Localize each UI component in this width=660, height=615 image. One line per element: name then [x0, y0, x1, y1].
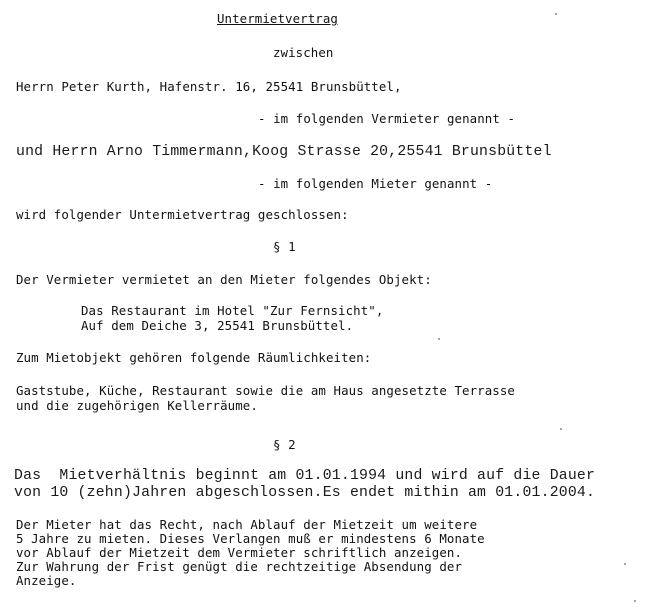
rooms-line-2: und die zugehörigen Kellerräume. [16, 398, 258, 413]
contract-title: Untermietvertrag [217, 11, 338, 26]
contract-intro: wird folgender Untermietvertrag geschlossen: [16, 207, 349, 222]
section-1-text: Der Vermieter vermietet an den Mieter folgendes Objekt: [16, 272, 432, 287]
term-line-2: von 10 (zehn)Jahren abgeschlossen.Es endet mithin am 01.01.2004. [14, 485, 596, 501]
rental-object-line-1: Das Restaurant im Hotel "Zur Fernsicht", [81, 303, 384, 318]
option-line-1: Der Mieter hat das Recht, nach Ablauf der Mietzeit um weitere [16, 517, 478, 532]
scan-speck [634, 600, 636, 602]
tenant-line: und Herrn Arno Timmermann,Koog Strasse 20,25541 Brunsbüttel [16, 144, 552, 160]
landlord-role: - im folgenden Vermieter genannt - [258, 111, 516, 126]
tenant-role: - im folgenden Mieter genannt - [258, 176, 493, 191]
option-line-2: 5 Jahre zu mieten. Dieses Verlangen muß er mindestens 6 Monate [16, 531, 485, 546]
between-label: zwischen [273, 45, 334, 60]
rooms-line-1: Gaststube, Küche, Restaurant sowie die am Haus angesetzte Terrasse [16, 383, 515, 398]
landlord-line: Herrn Peter Kurth, Hafenstr. 16, 25541 Brunsbüttel, [16, 79, 402, 94]
scan-speck [438, 338, 440, 340]
scan-speck [624, 563, 626, 565]
option-line-4: Zur Wahrung der Frist genügt die rechtzeitige Absendung der [16, 559, 463, 574]
scan-speck [555, 13, 557, 15]
term-line-1: Das Mietverhältnis beginnt am 01.01.1994 und wird auf die Dauer [14, 468, 596, 484]
rooms-intro: Zum Mietobjekt gehören folgende Räumlichkeiten: [16, 350, 372, 365]
scan-speck [560, 428, 562, 430]
rental-object-line-2: Auf dem Deiche 3, 25541 Brunsbüttel. [81, 318, 354, 333]
section-1-heading: § 1 [273, 239, 296, 254]
option-line-3: vor Ablauf der Mietzeit dem Vermieter schriftlich anzeigen. [16, 545, 463, 560]
option-line-5: Anzeige. [16, 573, 77, 588]
section-2-heading: § 2 [273, 437, 296, 452]
